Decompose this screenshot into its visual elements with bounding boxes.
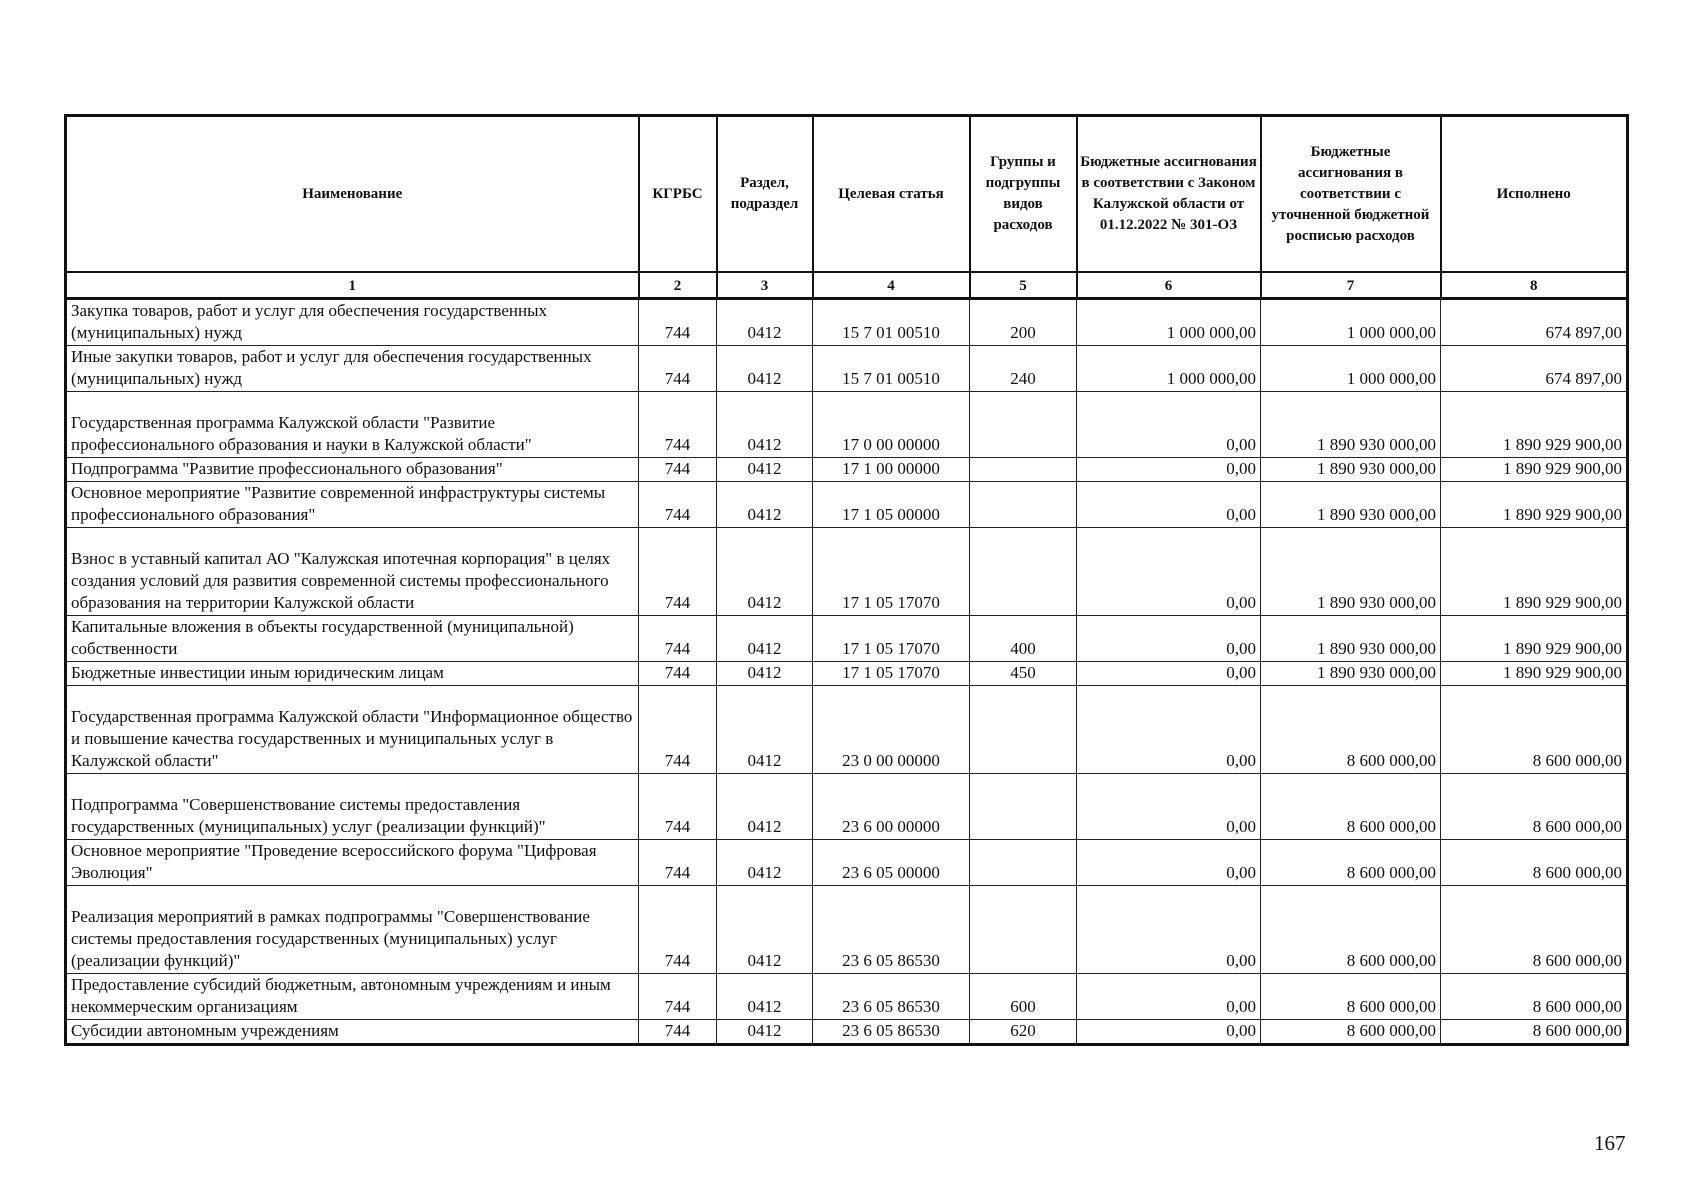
header-section: Раздел, подраздел xyxy=(717,116,813,273)
row-name: Реализация мероприятий в рамках подпрограммы "Совершенствование системы предоставления государственных (муниципальных) услуг (реализации функций)" xyxy=(66,886,639,974)
row-kgrbs: 744 xyxy=(639,528,717,616)
row-refined-amount: 1 000 000,00 xyxy=(1261,299,1441,346)
row-article: 17 1 05 17070 xyxy=(813,528,970,616)
row-group: 200 xyxy=(970,299,1077,346)
row-name: Подпрограмма "Совершенствование системы предоставления государственных (муниципальных) услуг (реализации функций)" xyxy=(66,774,639,840)
header-row xyxy=(66,116,1628,273)
table-row xyxy=(66,458,1628,482)
row-law-amount: 0,00 xyxy=(1077,886,1261,974)
row-section: 0412 xyxy=(717,528,813,616)
row-group xyxy=(970,686,1077,774)
column-number: 1 xyxy=(66,272,639,299)
column-number: 2 xyxy=(639,272,717,299)
row-article: 23 6 05 00000 xyxy=(813,840,970,886)
row-section: 0412 xyxy=(717,458,813,482)
row-group: 600 xyxy=(970,974,1077,1020)
row-group xyxy=(970,528,1077,616)
row-refined-amount: 8 600 000,00 xyxy=(1261,686,1441,774)
row-executed-amount: 674 897,00 xyxy=(1441,346,1628,392)
row-law-amount: 0,00 xyxy=(1077,616,1261,662)
row-executed-amount: 1 890 929 900,00 xyxy=(1441,528,1628,616)
row-section: 0412 xyxy=(717,299,813,346)
row-article: 23 6 05 86530 xyxy=(813,886,970,974)
row-executed-amount: 1 890 929 900,00 xyxy=(1441,458,1628,482)
row-article: 17 1 05 17070 xyxy=(813,616,970,662)
column-number: 4 xyxy=(813,272,970,299)
row-kgrbs: 744 xyxy=(639,662,717,686)
table-header xyxy=(66,116,1628,299)
row-refined-amount: 1 890 930 000,00 xyxy=(1261,482,1441,528)
row-law-amount: 0,00 xyxy=(1077,1020,1261,1045)
row-law-amount: 0,00 xyxy=(1077,686,1261,774)
row-section: 0412 xyxy=(717,840,813,886)
row-group xyxy=(970,458,1077,482)
column-number: 6 xyxy=(1077,272,1261,299)
row-refined-amount: 8 600 000,00 xyxy=(1261,840,1441,886)
row-executed-amount: 1 890 929 900,00 xyxy=(1441,392,1628,458)
header-name: Наименование xyxy=(66,116,639,273)
row-section: 0412 xyxy=(717,886,813,974)
row-kgrbs: 744 xyxy=(639,616,717,662)
row-section: 0412 xyxy=(717,616,813,662)
row-section: 0412 xyxy=(717,482,813,528)
column-number: 5 xyxy=(970,272,1077,299)
row-law-amount: 0,00 xyxy=(1077,662,1261,686)
row-section: 0412 xyxy=(717,662,813,686)
row-name: Субсидии автономным учреждениям xyxy=(66,1020,639,1045)
row-refined-amount: 8 600 000,00 xyxy=(1261,974,1441,1020)
row-executed-amount: 8 600 000,00 xyxy=(1441,974,1628,1020)
row-kgrbs: 744 xyxy=(639,886,717,974)
row-refined-amount: 1 000 000,00 xyxy=(1261,346,1441,392)
row-refined-amount: 8 600 000,00 xyxy=(1261,1020,1441,1045)
header-kgrbs: КГРБС xyxy=(639,116,717,273)
row-law-amount: 0,00 xyxy=(1077,974,1261,1020)
row-article: 23 0 00 00000 xyxy=(813,686,970,774)
column-number: 3 xyxy=(717,272,813,299)
row-kgrbs: 744 xyxy=(639,458,717,482)
row-article: 23 6 05 86530 xyxy=(813,974,970,1020)
table-row xyxy=(66,974,1628,1020)
row-name: Бюджетные инвестиции иным юридическим лицам xyxy=(66,662,639,686)
row-group xyxy=(970,886,1077,974)
table-row xyxy=(66,840,1628,886)
row-group xyxy=(970,840,1077,886)
page-number: 167 xyxy=(1594,1131,1626,1155)
table-row xyxy=(66,886,1628,974)
column-number: 7 xyxy=(1261,272,1441,299)
column-number-row xyxy=(66,272,1628,299)
table-row xyxy=(66,616,1628,662)
header-refined: Бюджетные ассигнования в соответствии с уточненной бюджетной росписью расходов xyxy=(1261,116,1441,273)
row-refined-amount: 1 890 930 000,00 xyxy=(1261,392,1441,458)
row-refined-amount: 8 600 000,00 xyxy=(1261,886,1441,974)
row-section: 0412 xyxy=(717,686,813,774)
table-row xyxy=(66,482,1628,528)
row-kgrbs: 744 xyxy=(639,482,717,528)
row-group xyxy=(970,482,1077,528)
row-article: 17 1 05 17070 xyxy=(813,662,970,686)
row-name: Государственная программа Калужской области "Информационное общество и повышение качества государственных и муниципальных услуг в Калужской области" xyxy=(66,686,639,774)
row-article: 15 7 01 00510 xyxy=(813,299,970,346)
row-law-amount: 0,00 xyxy=(1077,774,1261,840)
row-executed-amount: 8 600 000,00 xyxy=(1441,840,1628,886)
row-section: 0412 xyxy=(717,346,813,392)
row-name: Иные закупки товаров, работ и услуг для обеспечения государственных (муниципальных) нужд xyxy=(66,346,639,392)
row-executed-amount: 674 897,00 xyxy=(1441,299,1628,346)
row-refined-amount: 8 600 000,00 xyxy=(1261,774,1441,840)
row-name: Основное мероприятие "Проведение всероссийского форума "Цифровая Эволюция" xyxy=(66,840,639,886)
row-law-amount: 0,00 xyxy=(1077,392,1261,458)
row-kgrbs: 744 xyxy=(639,686,717,774)
row-group xyxy=(970,392,1077,458)
header-article: Целевая статья xyxy=(813,116,970,273)
row-name: Закупка товаров, работ и услуг для обеспечения государственных (муниципальных) нужд xyxy=(66,299,639,346)
table-row xyxy=(66,346,1628,392)
row-article: 17 0 00 00000 xyxy=(813,392,970,458)
row-kgrbs: 744 xyxy=(639,840,717,886)
row-group: 240 xyxy=(970,346,1077,392)
row-law-amount: 0,00 xyxy=(1077,458,1261,482)
budget-table xyxy=(64,114,1629,1046)
row-executed-amount: 8 600 000,00 xyxy=(1441,774,1628,840)
row-group: 450 xyxy=(970,662,1077,686)
row-law-amount: 1 000 000,00 xyxy=(1077,299,1261,346)
row-article: 17 1 00 00000 xyxy=(813,458,970,482)
row-refined-amount: 1 890 930 000,00 xyxy=(1261,458,1441,482)
row-refined-amount: 1 890 930 000,00 xyxy=(1261,528,1441,616)
row-name: Подпрограмма "Развитие профессионального образования" xyxy=(66,458,639,482)
table-row xyxy=(66,662,1628,686)
row-section: 0412 xyxy=(717,774,813,840)
row-kgrbs: 744 xyxy=(639,299,717,346)
row-law-amount: 1 000 000,00 xyxy=(1077,346,1261,392)
row-section: 0412 xyxy=(717,392,813,458)
row-name: Государственная программа Калужской области "Развитие профессионального образования и науки в Калужской области" xyxy=(66,392,639,458)
row-name: Основное мероприятие "Развитие современной инфраструктуры системы профессионального образования" xyxy=(66,482,639,528)
row-section: 0412 xyxy=(717,974,813,1020)
row-article: 15 7 01 00510 xyxy=(813,346,970,392)
row-name: Предоставление субсидий бюджетным, автономным учреждениям и иным некоммерческим организациям xyxy=(66,974,639,1020)
row-executed-amount: 8 600 000,00 xyxy=(1441,686,1628,774)
row-article: 23 6 05 86530 xyxy=(813,1020,970,1045)
row-law-amount: 0,00 xyxy=(1077,528,1261,616)
row-executed-amount: 8 600 000,00 xyxy=(1441,1020,1628,1045)
row-law-amount: 0,00 xyxy=(1077,482,1261,528)
row-name: Капитальные вложения в объекты государственной (муниципальной) собственности xyxy=(66,616,639,662)
row-kgrbs: 744 xyxy=(639,346,717,392)
row-kgrbs: 744 xyxy=(639,1020,717,1045)
table-body xyxy=(66,299,1628,1045)
header-law: Бюджетные ассигнования в соответствии с Законом Калужской области от 01.12.2022 № 301-ОЗ xyxy=(1077,116,1261,273)
row-group: 400 xyxy=(970,616,1077,662)
row-refined-amount: 1 890 930 000,00 xyxy=(1261,662,1441,686)
row-group xyxy=(970,774,1077,840)
row-kgrbs: 744 xyxy=(639,392,717,458)
row-kgrbs: 744 xyxy=(639,774,717,840)
row-executed-amount: 8 600 000,00 xyxy=(1441,886,1628,974)
table-row xyxy=(66,774,1628,840)
table-row xyxy=(66,1020,1628,1045)
row-article: 23 6 00 00000 xyxy=(813,774,970,840)
row-executed-amount: 1 890 929 900,00 xyxy=(1441,482,1628,528)
row-kgrbs: 744 xyxy=(639,974,717,1020)
row-executed-amount: 1 890 929 900,00 xyxy=(1441,662,1628,686)
table-row xyxy=(66,392,1628,458)
table-row xyxy=(66,686,1628,774)
header-executed: Исполнено xyxy=(1441,116,1628,273)
header-group: Группы и подгруппы видов расходов xyxy=(970,116,1077,273)
row-article: 17 1 05 00000 xyxy=(813,482,970,528)
row-refined-amount: 1 890 930 000,00 xyxy=(1261,616,1441,662)
row-name: Взнос в уставный капитал АО "Калужская ипотечная корпорация" в целях создания условий для развития современной системы профессионального образования на территории Калужской области xyxy=(66,528,639,616)
row-section: 0412 xyxy=(717,1020,813,1045)
table-row xyxy=(66,528,1628,616)
table-row xyxy=(66,299,1628,346)
column-number: 8 xyxy=(1441,272,1628,299)
row-executed-amount: 1 890 929 900,00 xyxy=(1441,616,1628,662)
row-group: 620 xyxy=(970,1020,1077,1045)
row-law-amount: 0,00 xyxy=(1077,840,1261,886)
